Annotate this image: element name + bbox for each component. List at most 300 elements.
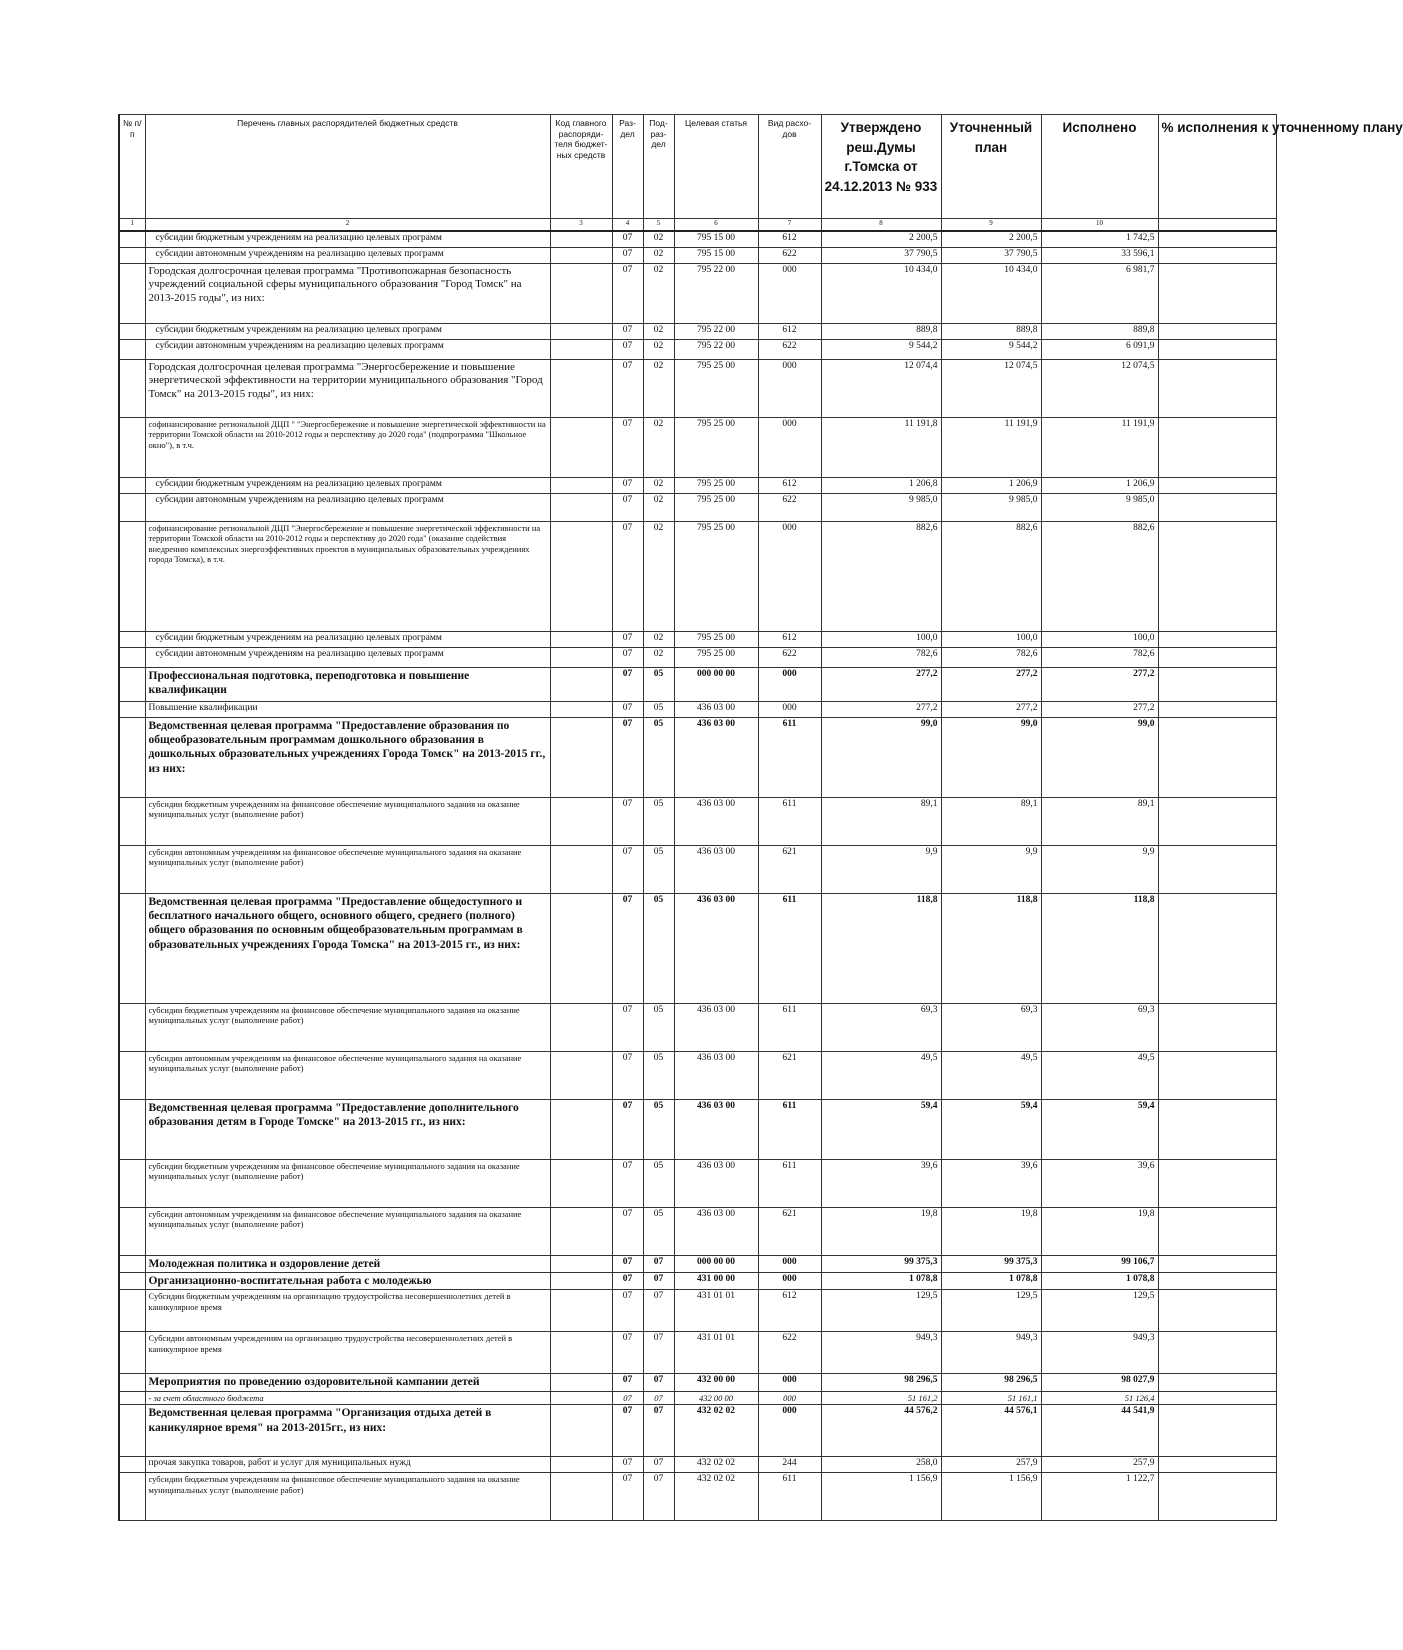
cell-vr: 612	[758, 231, 821, 247]
cell-vr: 612	[758, 477, 821, 493]
cell-executed: 1 122,7	[1041, 1473, 1158, 1521]
cell-podrazdel: 07	[643, 1473, 674, 1521]
cell-razdel: 07	[612, 717, 643, 797]
cell-plan: 1 078,8	[941, 1272, 1041, 1289]
cell-vr: 612	[758, 1290, 821, 1332]
cell-percent	[1158, 247, 1276, 263]
cell-num	[119, 1207, 145, 1255]
cell-executed: 100,0	[1041, 631, 1158, 647]
cell-cs: 436 03 00	[674, 1003, 758, 1051]
cell-plan: 51 161,1	[941, 1391, 1041, 1405]
cell-vr: 000	[758, 1272, 821, 1289]
cell-name: субсидии бюджетным учреждениям на реализацию целевых программ	[145, 323, 550, 339]
cell-code	[550, 323, 612, 339]
cell-approved: 9,9	[821, 845, 941, 893]
cell-code	[550, 1391, 612, 1405]
cell-executed: 69,3	[1041, 1003, 1158, 1051]
cell-num	[119, 717, 145, 797]
cell-percent	[1158, 359, 1276, 417]
cell-razdel: 07	[612, 493, 643, 521]
cell-percent	[1158, 477, 1276, 493]
cell-code	[550, 493, 612, 521]
cell-name: субсидии автономным учреждениям на финансовое обеспечение муниципального задания на оказание муниципальных услуг (выполнение работ)	[145, 1207, 550, 1255]
table-row	[119, 1332, 1276, 1374]
cell-num	[119, 263, 145, 323]
cell-code	[550, 647, 612, 667]
cell-name: Городская долгосрочная целевая программа "Энергосбережение и повышение энергетической эффективности на территории муниципального образования "Город Томск" на 2013-2015 годы", из них:	[145, 359, 550, 417]
cell-plan: 129,5	[941, 1290, 1041, 1332]
cell-name: субсидии бюджетным учреждениям на финансовое обеспечение муниципального задания на оказание муниципальных услуг (выполнение работ)	[145, 1159, 550, 1207]
cell-vr: 622	[758, 647, 821, 667]
cell-podrazdel: 05	[643, 701, 674, 717]
cell-razdel: 07	[612, 1272, 643, 1289]
cell-percent	[1158, 893, 1276, 1003]
cell-plan: 1 156,9	[941, 1473, 1041, 1521]
cell-razdel: 07	[612, 893, 643, 1003]
cell-name: субсидии бюджетным учреждениям на финансовое обеспечение муниципального задания на оказание муниципальных услуг (выполнение работ)	[145, 1003, 550, 1051]
cell-plan: 100,0	[941, 631, 1041, 647]
cell-vr: 611	[758, 893, 821, 1003]
cell-razdel: 07	[612, 1099, 643, 1159]
cell-approved: 98 296,5	[821, 1374, 941, 1391]
cell-approved: 89,1	[821, 797, 941, 845]
cell-percent	[1158, 493, 1276, 521]
header-vr: Вид расхо-дов	[758, 115, 821, 219]
cell-percent	[1158, 1391, 1276, 1405]
cell-cs: 795 22 00	[674, 339, 758, 359]
table-row	[119, 1374, 1276, 1391]
header-percent: % исполнения к уточненному плану	[1158, 115, 1276, 219]
cell-cs: 795 25 00	[674, 417, 758, 477]
cell-approved: 100,0	[821, 631, 941, 647]
cell-executed: 6 981,7	[1041, 263, 1158, 323]
cell-podrazdel: 07	[643, 1457, 674, 1473]
cell-percent	[1158, 1207, 1276, 1255]
cell-percent	[1158, 1473, 1276, 1521]
cell-cs: 795 25 00	[674, 493, 758, 521]
cell-vr: 611	[758, 797, 821, 845]
cell-cs: 432 02 02	[674, 1473, 758, 1521]
cell-num	[119, 1332, 145, 1374]
cell-vr: 612	[758, 323, 821, 339]
cell-name: Субсидии бюджетным учреждениям на организацию трудоустройства несовершеннолетних детей в каникулярное время	[145, 1290, 550, 1332]
cell-plan: 9 544,2	[941, 339, 1041, 359]
cell-podrazdel: 07	[643, 1374, 674, 1391]
cell-code	[550, 417, 612, 477]
cell-podrazdel: 02	[643, 493, 674, 521]
cell-percent	[1158, 717, 1276, 797]
cell-razdel: 07	[612, 845, 643, 893]
cell-executed: 98 027,9	[1041, 1374, 1158, 1391]
cell-code	[550, 717, 612, 797]
header-code: Код главного распоряди-теля бюджет-ных средств	[550, 115, 612, 219]
cell-podrazdel: 02	[643, 231, 674, 247]
cell-plan: 98 296,5	[941, 1374, 1041, 1391]
cell-cs: 436 03 00	[674, 1207, 758, 1255]
cell-num	[119, 1159, 145, 1207]
cell-approved: 9 544,2	[821, 339, 941, 359]
cell-code	[550, 797, 612, 845]
cell-podrazdel: 05	[643, 1207, 674, 1255]
cell-podrazdel: 05	[643, 717, 674, 797]
cell-approved: 59,4	[821, 1099, 941, 1159]
column-number-row	[119, 219, 1276, 232]
cell-approved: 2 200,5	[821, 231, 941, 247]
header-plan: Уточненный план	[941, 115, 1041, 219]
cell-razdel: 07	[612, 521, 643, 631]
cell-percent	[1158, 1272, 1276, 1289]
header-cs: Целевая статья	[674, 115, 758, 219]
colnum-2: 2	[145, 219, 550, 232]
cell-percent	[1158, 521, 1276, 631]
cell-vr: 622	[758, 493, 821, 521]
cell-executed: 89,1	[1041, 797, 1158, 845]
cell-code	[550, 1003, 612, 1051]
cell-percent	[1158, 1003, 1276, 1051]
cell-podrazdel: 07	[643, 1332, 674, 1374]
cell-cs: 436 03 00	[674, 1159, 758, 1207]
cell-podrazdel: 05	[643, 1159, 674, 1207]
cell-razdel: 07	[612, 339, 643, 359]
cell-vr: 622	[758, 247, 821, 263]
cell-num	[119, 417, 145, 477]
table-row	[119, 417, 1276, 477]
cell-executed: 59,4	[1041, 1099, 1158, 1159]
cell-executed: 99 106,7	[1041, 1255, 1158, 1272]
cell-razdel: 07	[612, 1255, 643, 1272]
cell-vr: 000	[758, 1374, 821, 1391]
cell-name: субсидии автономным учреждениям на реализацию целевых программ	[145, 339, 550, 359]
cell-approved: 882,6	[821, 521, 941, 631]
cell-podrazdel: 02	[643, 323, 674, 339]
table-row	[119, 631, 1276, 647]
cell-percent	[1158, 1332, 1276, 1374]
cell-vr: 622	[758, 1332, 821, 1374]
colnum-6: 6	[674, 219, 758, 232]
colnum-10: 10	[1041, 219, 1158, 232]
cell-num	[119, 231, 145, 247]
cell-executed: 129,5	[1041, 1290, 1158, 1332]
table-row	[119, 701, 1276, 717]
cell-podrazdel: 02	[643, 417, 674, 477]
cell-cs: 432 00 00	[674, 1391, 758, 1405]
cell-approved: 99,0	[821, 717, 941, 797]
cell-num	[119, 1457, 145, 1473]
cell-cs: 795 22 00	[674, 263, 758, 323]
table-row	[119, 893, 1276, 1003]
cell-plan: 99 375,3	[941, 1255, 1041, 1272]
budget-table	[118, 114, 1403, 1521]
cell-executed: 49,5	[1041, 1051, 1158, 1099]
cell-name: прочая закупка товаров, работ и услуг для муниципальных нужд	[145, 1457, 550, 1473]
cell-podrazdel: 05	[643, 667, 674, 701]
cell-executed: 6 091,9	[1041, 339, 1158, 359]
cell-vr: 000	[758, 263, 821, 323]
cell-vr: 000	[758, 667, 821, 701]
cell-code	[550, 1374, 612, 1391]
cell-percent	[1158, 667, 1276, 701]
table-row	[119, 1159, 1276, 1207]
cell-code	[550, 1272, 612, 1289]
cell-code	[550, 667, 612, 701]
cell-name: субсидии бюджетным учреждениям на реализацию целевых программ	[145, 231, 550, 247]
cell-num	[119, 701, 145, 717]
cell-approved: 277,2	[821, 667, 941, 701]
cell-cs: 436 03 00	[674, 797, 758, 845]
cell-vr: 244	[758, 1457, 821, 1473]
cell-podrazdel: 02	[643, 647, 674, 667]
cell-razdel: 07	[612, 359, 643, 417]
table-row	[119, 359, 1276, 417]
cell-name: Ведомственная целевая программа "Организация отдыха детей в каникулярное время" на 2013-2015гг., из них:	[145, 1405, 550, 1457]
cell-name: субсидии бюджетным учреждениям на финансовое обеспечение муниципального задания на оказание муниципальных услуг (выполнение работ)	[145, 1473, 550, 1521]
cell-vr: 000	[758, 359, 821, 417]
cell-podrazdel: 05	[643, 893, 674, 1003]
cell-name: Городская долгосрочная целевая программа "Противопожарная безопасность учреждений социальной сферы муниципального образования "Город Томск" на 2013-2015 годы", из них:	[145, 263, 550, 323]
header-num: № п/п	[119, 115, 145, 219]
cell-razdel: 07	[612, 647, 643, 667]
cell-executed: 44 541,9	[1041, 1405, 1158, 1457]
cell-approved: 10 434,0	[821, 263, 941, 323]
cell-plan: 12 074,5	[941, 359, 1041, 417]
cell-razdel: 07	[612, 231, 643, 247]
cell-approved: 889,8	[821, 323, 941, 339]
cell-name: софинансирование региональной ДЦП " "Энергосбережение и повышение энергетической эффективности на территории Томской области на 2010-2012 годы и перспективу до 2020 года" (подпрограмма "Школьное окно"), в т.ч.	[145, 417, 550, 477]
cell-num	[119, 521, 145, 631]
cell-plan: 9 985,0	[941, 493, 1041, 521]
cell-razdel: 07	[612, 1051, 643, 1099]
cell-razdel: 07	[612, 1207, 643, 1255]
cell-vr: 611	[758, 1159, 821, 1207]
cell-plan: 782,6	[941, 647, 1041, 667]
cell-num	[119, 493, 145, 521]
cell-executed: 39,6	[1041, 1159, 1158, 1207]
cell-plan: 39,6	[941, 1159, 1041, 1207]
cell-executed: 1 078,8	[1041, 1272, 1158, 1289]
cell-razdel: 07	[612, 1405, 643, 1457]
cell-percent	[1158, 701, 1276, 717]
cell-podrazdel: 02	[643, 521, 674, 631]
cell-podrazdel: 05	[643, 845, 674, 893]
cell-executed: 99,0	[1041, 717, 1158, 797]
table-row	[119, 845, 1276, 893]
table-row	[119, 1255, 1276, 1272]
table-row	[119, 1473, 1276, 1521]
cell-plan: 9,9	[941, 845, 1041, 893]
cell-cs: 795 15 00	[674, 247, 758, 263]
cell-executed: 949,3	[1041, 1332, 1158, 1374]
cell-code	[550, 1457, 612, 1473]
cell-code	[550, 845, 612, 893]
table-row	[119, 493, 1276, 521]
table-row	[119, 1099, 1276, 1159]
cell-cs: 436 03 00	[674, 717, 758, 797]
cell-executed: 33 596,1	[1041, 247, 1158, 263]
table-row	[119, 323, 1276, 339]
cell-code	[550, 631, 612, 647]
cell-percent	[1158, 339, 1276, 359]
cell-approved: 49,5	[821, 1051, 941, 1099]
cell-percent	[1158, 1457, 1276, 1473]
cell-executed: 9,9	[1041, 845, 1158, 893]
cell-num	[119, 797, 145, 845]
table-row	[119, 647, 1276, 667]
cell-plan: 89,1	[941, 797, 1041, 845]
cell-podrazdel: 02	[643, 339, 674, 359]
table-row	[119, 1051, 1276, 1099]
cell-percent	[1158, 231, 1276, 247]
cell-num	[119, 1003, 145, 1051]
table-row	[119, 247, 1276, 263]
cell-num	[119, 1391, 145, 1405]
cell-name: субсидии автономным учреждениям на финансовое обеспечение муниципального задания на оказание муниципальных услуг (выполнение работ)	[145, 1051, 550, 1099]
cell-plan: 277,2	[941, 667, 1041, 701]
cell-approved: 129,5	[821, 1290, 941, 1332]
cell-vr: 611	[758, 1473, 821, 1521]
cell-name: Субсидии автономным учреждениям на организацию трудоустройства несовершеннолетних детей в каникулярное время	[145, 1332, 550, 1374]
cell-vr: 611	[758, 1099, 821, 1159]
cell-executed: 1 206,9	[1041, 477, 1158, 493]
cell-cs: 795 25 00	[674, 647, 758, 667]
cell-percent	[1158, 647, 1276, 667]
cell-podrazdel: 05	[643, 1051, 674, 1099]
cell-plan: 277,2	[941, 701, 1041, 717]
cell-approved: 1 156,9	[821, 1473, 941, 1521]
cell-name: субсидии автономным учреждениям на реализацию целевых программ	[145, 493, 550, 521]
cell-podrazdel: 07	[643, 1405, 674, 1457]
cell-plan: 44 576,1	[941, 1405, 1041, 1457]
cell-razdel: 07	[612, 263, 643, 323]
cell-podrazdel: 02	[643, 359, 674, 417]
cell-cs: 436 03 00	[674, 845, 758, 893]
cell-plan: 11 191,9	[941, 417, 1041, 477]
cell-plan: 99,0	[941, 717, 1041, 797]
cell-percent	[1158, 845, 1276, 893]
cell-razdel: 07	[612, 1473, 643, 1521]
colnum-11	[1158, 219, 1276, 232]
cell-cs: 795 15 00	[674, 231, 758, 247]
cell-podrazdel: 05	[643, 797, 674, 845]
cell-razdel: 07	[612, 1159, 643, 1207]
cell-cs: 432 02 02	[674, 1405, 758, 1457]
cell-num	[119, 1374, 145, 1391]
cell-cs: 795 22 00	[674, 323, 758, 339]
cell-plan: 1 206,9	[941, 477, 1041, 493]
table-row	[119, 477, 1276, 493]
cell-razdel: 07	[612, 1391, 643, 1405]
cell-name: Профессиональная подготовка, переподготовка и повышение квалификации	[145, 667, 550, 701]
table-row	[119, 667, 1276, 701]
cell-razdel: 07	[612, 1457, 643, 1473]
cell-code	[550, 359, 612, 417]
cell-vr: 000	[758, 1255, 821, 1272]
cell-razdel: 07	[612, 667, 643, 701]
cell-num	[119, 1405, 145, 1457]
cell-percent	[1158, 797, 1276, 845]
cell-approved: 37 790,5	[821, 247, 941, 263]
cell-vr: 622	[758, 339, 821, 359]
cell-approved: 118,8	[821, 893, 941, 1003]
cell-num	[119, 339, 145, 359]
table-row	[119, 1207, 1276, 1255]
cell-percent	[1158, 1099, 1276, 1159]
table-row	[119, 1391, 1276, 1405]
cell-podrazdel: 02	[643, 477, 674, 493]
cell-plan: 19,8	[941, 1207, 1041, 1255]
cell-podrazdel: 02	[643, 631, 674, 647]
header-row	[119, 115, 1276, 219]
cell-plan: 10 434,0	[941, 263, 1041, 323]
cell-razdel: 07	[612, 1290, 643, 1332]
cell-code	[550, 1207, 612, 1255]
cell-vr: 612	[758, 631, 821, 647]
cell-code	[550, 1099, 612, 1159]
cell-executed: 118,8	[1041, 893, 1158, 1003]
cell-vr: 621	[758, 1207, 821, 1255]
cell-cs: 436 03 00	[674, 893, 758, 1003]
cell-code	[550, 1405, 612, 1457]
table-row	[119, 231, 1276, 247]
cell-podrazdel: 02	[643, 263, 674, 323]
cell-razdel: 07	[612, 477, 643, 493]
cell-code	[550, 893, 612, 1003]
cell-num	[119, 1099, 145, 1159]
cell-approved: 51 161,2	[821, 1391, 941, 1405]
cell-percent	[1158, 1405, 1276, 1457]
cell-plan: 69,3	[941, 1003, 1041, 1051]
cell-vr: 611	[758, 1003, 821, 1051]
cell-num	[119, 1290, 145, 1332]
cell-approved: 949,3	[821, 1332, 941, 1374]
table-row	[119, 717, 1276, 797]
cell-approved: 19,8	[821, 1207, 941, 1255]
cell-percent	[1158, 631, 1276, 647]
cell-plan: 118,8	[941, 893, 1041, 1003]
header-executed: Исполнено	[1041, 115, 1158, 219]
cell-approved: 44 576,2	[821, 1405, 941, 1457]
cell-razdel: 07	[612, 1332, 643, 1374]
table-row	[119, 263, 1276, 323]
cell-cs: 000 00 00	[674, 667, 758, 701]
cell-razdel: 07	[612, 631, 643, 647]
cell-podrazdel: 07	[643, 1255, 674, 1272]
cell-name: субсидии бюджетным учреждениям на реализацию целевых программ	[145, 631, 550, 647]
cell-percent	[1158, 1051, 1276, 1099]
cell-razdel: 07	[612, 247, 643, 263]
cell-executed: 782,6	[1041, 647, 1158, 667]
cell-plan: 889,8	[941, 323, 1041, 339]
colnum-1: 1	[119, 219, 145, 232]
table-row	[119, 1272, 1276, 1289]
cell-podrazdel: 02	[643, 247, 674, 263]
cell-approved: 1 078,8	[821, 1272, 941, 1289]
cell-plan: 882,6	[941, 521, 1041, 631]
cell-name: субсидии бюджетным учреждениям на финансовое обеспечение муниципального задания на оказание муниципальных услуг (выполнение работ)	[145, 797, 550, 845]
cell-code	[550, 1159, 612, 1207]
table-row	[119, 1003, 1276, 1051]
cell-cs: 436 03 00	[674, 701, 758, 717]
cell-code	[550, 1473, 612, 1521]
cell-name: субсидии автономным учреждениям на реализацию целевых программ	[145, 647, 550, 667]
cell-num	[119, 1255, 145, 1272]
cell-vr: 000	[758, 701, 821, 717]
cell-approved: 782,6	[821, 647, 941, 667]
cell-plan: 49,5	[941, 1051, 1041, 1099]
cell-razdel: 07	[612, 1003, 643, 1051]
cell-cs: 000 00 00	[674, 1255, 758, 1272]
cell-code	[550, 701, 612, 717]
table-row	[119, 1405, 1276, 1457]
